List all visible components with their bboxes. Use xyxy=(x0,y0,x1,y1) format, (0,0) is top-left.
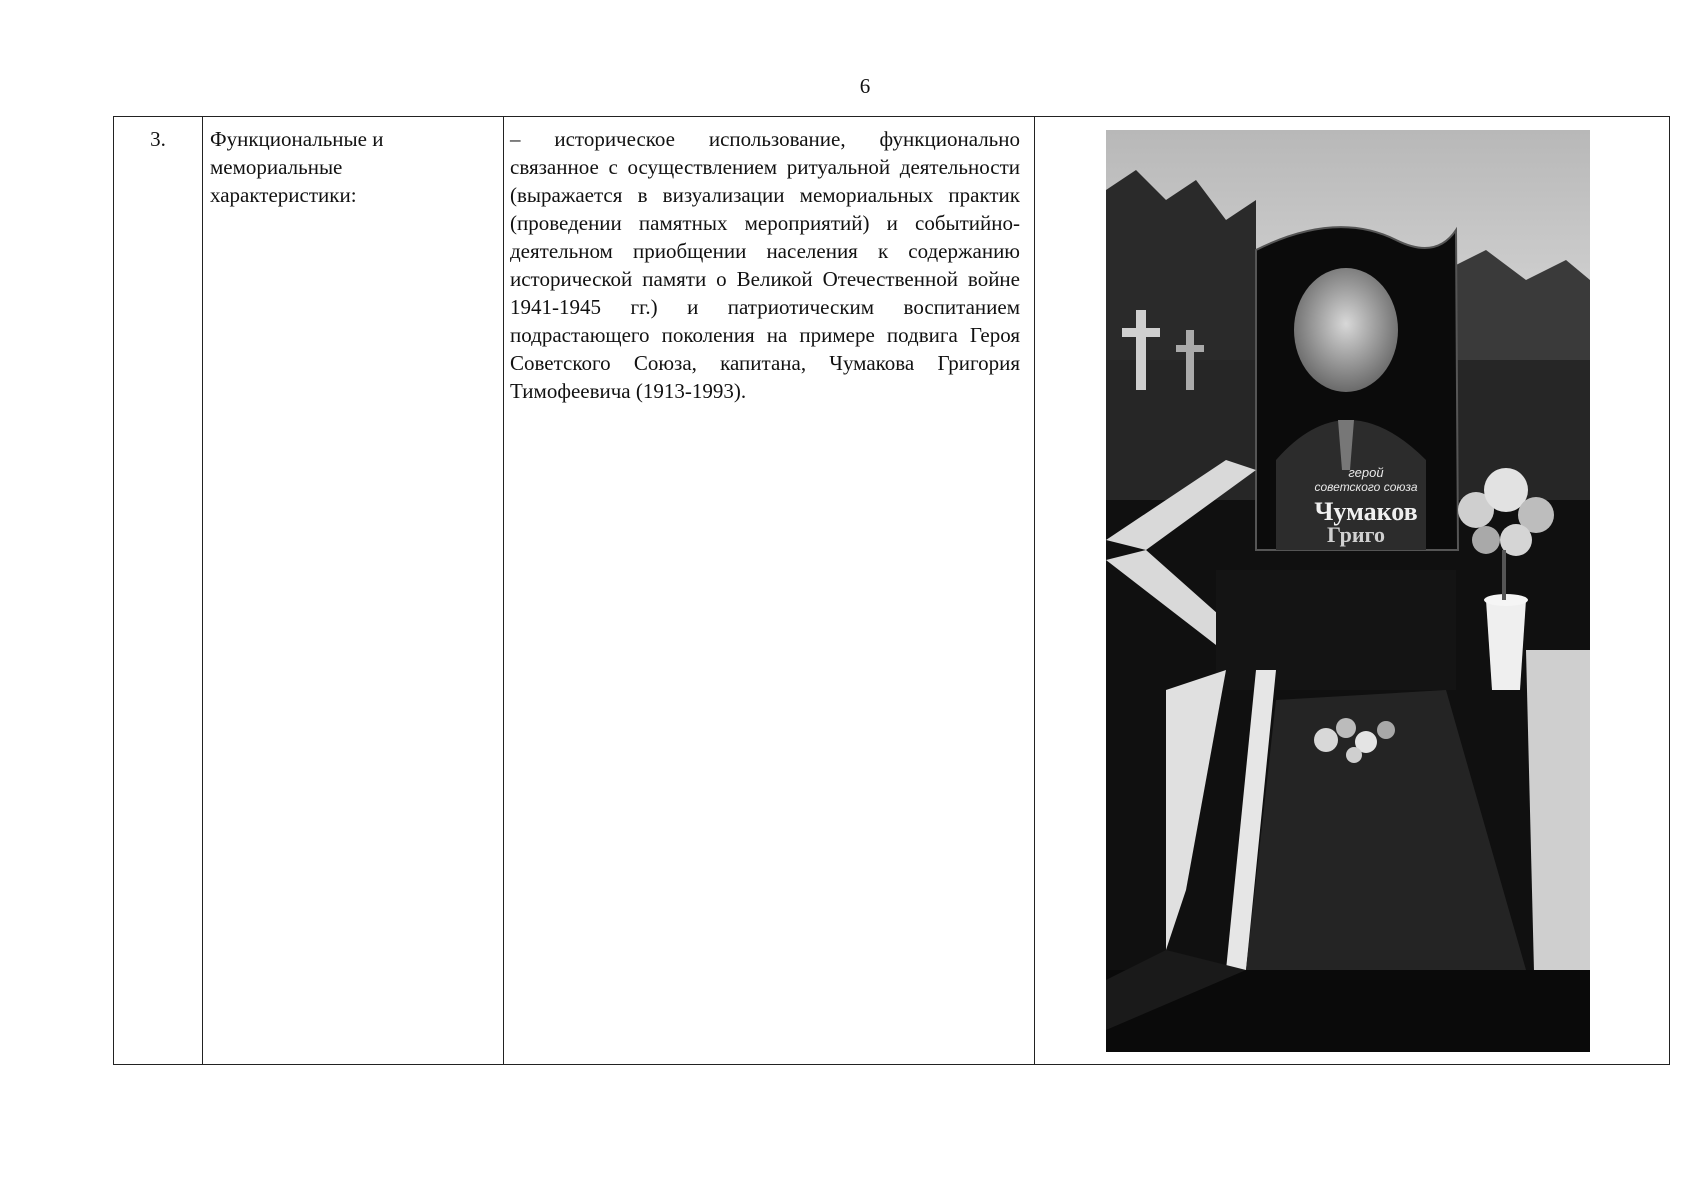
column-divider xyxy=(1034,117,1035,1064)
column-divider xyxy=(202,117,203,1064)
row-characteristic-name: Функциональные и мемориальные характеристики: xyxy=(210,127,384,207)
inscription-union: советского союза xyxy=(1314,480,1418,494)
row-number: 3. xyxy=(150,127,166,151)
inscription-hero: герой xyxy=(1348,465,1384,480)
page-number: 6 xyxy=(859,74,871,98)
row-characteristic-description: – историческое использование, функционально связанное с осуществлением ритуальной деятельности (выражается в визуализации мемориальных практик (проведении памятных мероприятий) и событийно-деятельном приобщении населения к содержанию исторической памяти о Великой Отечественной войне 1941-1945 гг.) и патриотическим воспитанием подрастающего поколения на примере подвига Героя Советского Союза, капитана, Чумакова Григория Тимофеевича (1913-1993). xyxy=(510,127,1020,403)
column-divider xyxy=(503,117,504,1064)
inscription-surname: Чумаков xyxy=(1314,497,1418,526)
inscription-partial: Григо xyxy=(1327,522,1385,547)
memorial-photo xyxy=(1106,130,1590,1052)
